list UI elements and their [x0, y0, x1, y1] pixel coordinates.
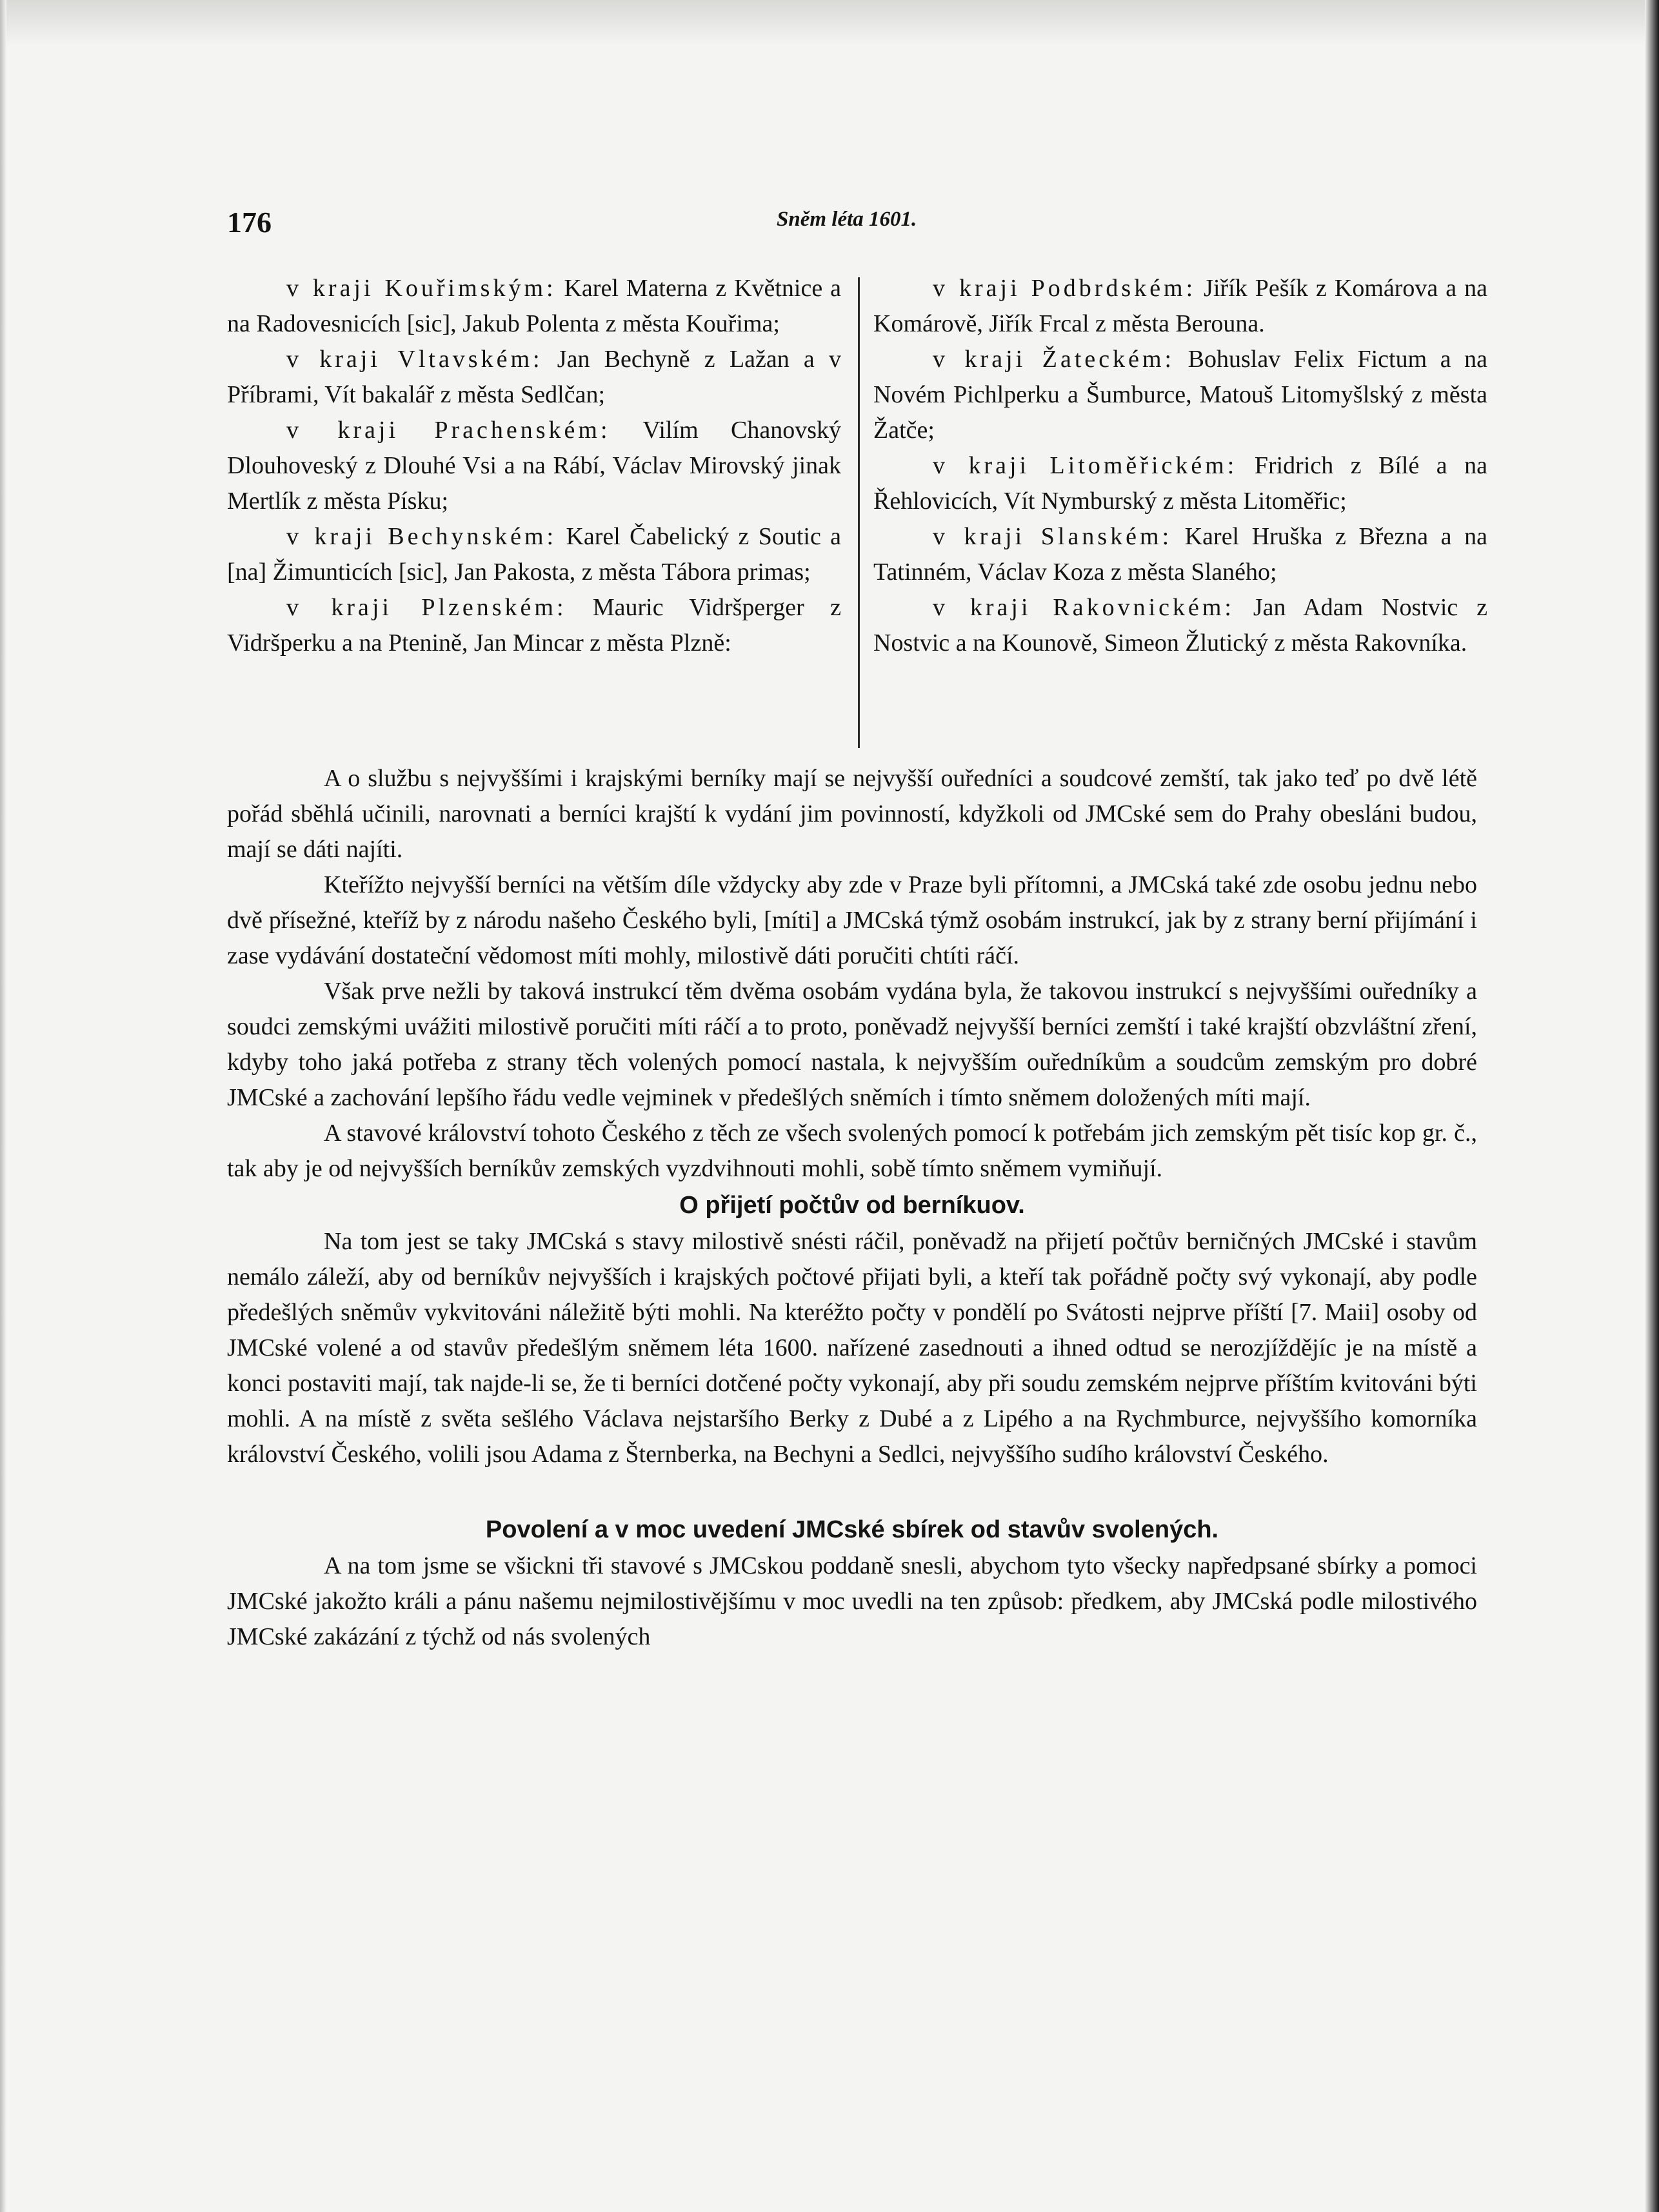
running-title: Sněm léta 1601. — [777, 208, 917, 231]
district-delegates: Fridrich z Bílé a na Řehlovicích, Vít Nymburský z města Litoměřic; — [873, 452, 1487, 515]
paragraph: Však prve nežli by taková instrukcí těm dvěma osobám vydána byla, že takovou instrukcí s nejvyššími ouředníky a soudci zemskými uvážiti milostivě poručiti míti ráčí a to proto, poněvadž nejvyšší berníci zemští i také krajští obzvláštní zření, kdyby toho jaká potřeba z strany těch volených pomocí nastala, k nejvyšším ouředníkům a soudcům zemským pro dobré JMCské a zachování lepšího řádu vedle vejminek v předešlých sněmích i tímto sněmem doložených míti mají. — [227, 978, 1477, 1111]
district-delegates: Jan Adam Nostvic z Nostvic a na Kounově, Simeon Žlutický z města Rakovníka. — [873, 594, 1487, 657]
district-name: v kraji Vltavském: — [286, 346, 543, 373]
district-entry — [227, 271, 841, 342]
right-column — [873, 271, 1487, 661]
district-name: v kraji Bechynském: — [286, 523, 557, 550]
district-entry — [873, 342, 1487, 448]
district-entry — [227, 342, 841, 413]
main-text — [227, 761, 1477, 1655]
district-name: v kraji Slanském: — [933, 523, 1173, 550]
paragraph: Na tom jest se taky JMCská s stavy milostivě snésti ráčil, poněvadž na přijetí počtův berničných JMCské i stavům nemálo záleží, aby od berníkův nejvyšších i krajských počtové přijati byli, a kteří tak pořádně počty svý vykonají, aby podle předešlých sněmův vykvitováni náležitě býti mohli. Na kteréžto počty v pondělí po Svátosti nejprve příští [7. Maii] osoby od JMCské volené a od stavův předešlým sněmem léta 1600. nařízené zasednouti a ihned odtud se nerozjíždějíc je na místě a konci postaviti mají, tak najde-li se, že ti berníci dotčené počty vykonají, aby při soudu zemském nejprve příštím kvitováni býti mohli. A na místě z světa sešlého Václava nejstaršího Berky z Dubé a z Lipého a na Rychmburce, nejvyššího komorníka království Českého, volili jsou Adama z Šternberka, na Bechyni a Sedlci, nejvyššího sudího království Českého. — [227, 1228, 1477, 1468]
district-entry — [873, 590, 1487, 661]
district-entry — [873, 519, 1487, 590]
district-name: v kraji Žateckém: — [933, 346, 1175, 373]
district-delegates: Jiřík Pešík z Komárova a na Komárově, Jiřík Frcal z města Berouna. — [873, 275, 1487, 337]
scan-shadow-left — [0, 0, 6, 2212]
paragraph: A stavové království tohoto Českého z těch ze všech svolených pomocí k potřebám jich zemským pět tisíc kop gr. č., tak aby je od nejvyšších berníkův zemských vyzdvihnouti mohli, sobě tímto sněmem vymiňují. — [227, 1120, 1477, 1182]
paragraph: A o službu s nejvyššími i krajskými berníky mají se nejvyšší ouředníci a soudcové zemští, tak jako teď po dvě létě pořád sběhlá učinili, narovnati a berníci krajští k vydání jim povinností, kdyžkoli od JMCské sem do Prahy obesláni budou, mají se dáti najíti. — [227, 765, 1477, 863]
left-column — [227, 271, 841, 661]
section-heading: Povolení a v moc uvedení JMCské sbírek od stavův svolených. — [485, 1516, 1219, 1543]
district-delegates: Karel Čabelický z Soutic a [na] Žimunticích [sic], Jan Pakosta, z města Tábora primas; — [227, 523, 842, 586]
district-name: v kraji Plzenském: — [286, 594, 567, 621]
section-heading: O přijetí počtův od berníkuov. — [679, 1192, 1025, 1219]
district-name: v kraji Prachenském: — [286, 417, 611, 444]
district-entry — [873, 448, 1487, 519]
district-entry — [227, 519, 841, 590]
district-name: v kraji Litoměřickém: — [933, 452, 1238, 479]
district-name: v kraji Podbrdském: — [933, 275, 1197, 302]
district-entry — [227, 590, 841, 661]
district-delegates: Vilím Chanovský Dlouhoveský z Dlouhé Vsi a na Rábí, Václav Mirovský jinak Mertlík z města Písku; — [227, 417, 841, 515]
paragraph: A na tom jsme se všickni tři stavové s JMCskou poddaně snesli, abychom tyto všecky napředpsané sbírky a pomoci JMCské jakožto králi a pánu našemu nejmilostivějšímu v moc uvedli na ten způsob: předkem, aby JMCská podle milostivého JMCské zakázání z týchž od nás svolených — [227, 1552, 1477, 1650]
district-entry — [873, 271, 1487, 342]
scan-shadow-right — [1645, 0, 1659, 2212]
district-entry — [227, 413, 841, 519]
district-delegates: Jan Bechyně z Lažan a v Příbrami, Vít bakalář z města Sedlčan; — [227, 346, 841, 408]
paragraph: Kteřížto nejvyšší berníci na větším díle vždycky aby zde v Praze byli přítomni, a JMCská také zde osobu jednu nebo dvě přísežné, kteříž by z národu našeho Českého byli, [míti] a JMCská týmž osobám instrukcí, jak by z strany berní přijímání i zase vydávání dostateční vědomost míti mohly, milostivě dáti poručiti chtíti ráčí. — [227, 871, 1477, 969]
district-delegates: Bohuslav Felix Fictum a na Novém Pichlperku a Šumburce, Matouš Litomyšlský z města Žatče; — [873, 346, 1487, 444]
page-number: 176 — [227, 206, 272, 239]
scan-shadow-top — [0, 0, 1659, 45]
district-delegates: Mauric Vidršperger z Vidršperku a na Ptenině, Jan Mincar z města Plzně: — [227, 594, 841, 657]
district-delegates: Karel Hruška z Března a na Tatinném, Václav Koza z města Slaného; — [873, 523, 1487, 586]
column-divider — [858, 277, 860, 748]
district-name: v kraji Rakovnickém: — [933, 594, 1235, 621]
district-delegates: Karel Materna z Květnice a na Radovesnicích [sic], Jakub Polenta z města Kouřima; — [227, 275, 841, 337]
district-name: v kraji Kouřimským: — [286, 275, 557, 302]
